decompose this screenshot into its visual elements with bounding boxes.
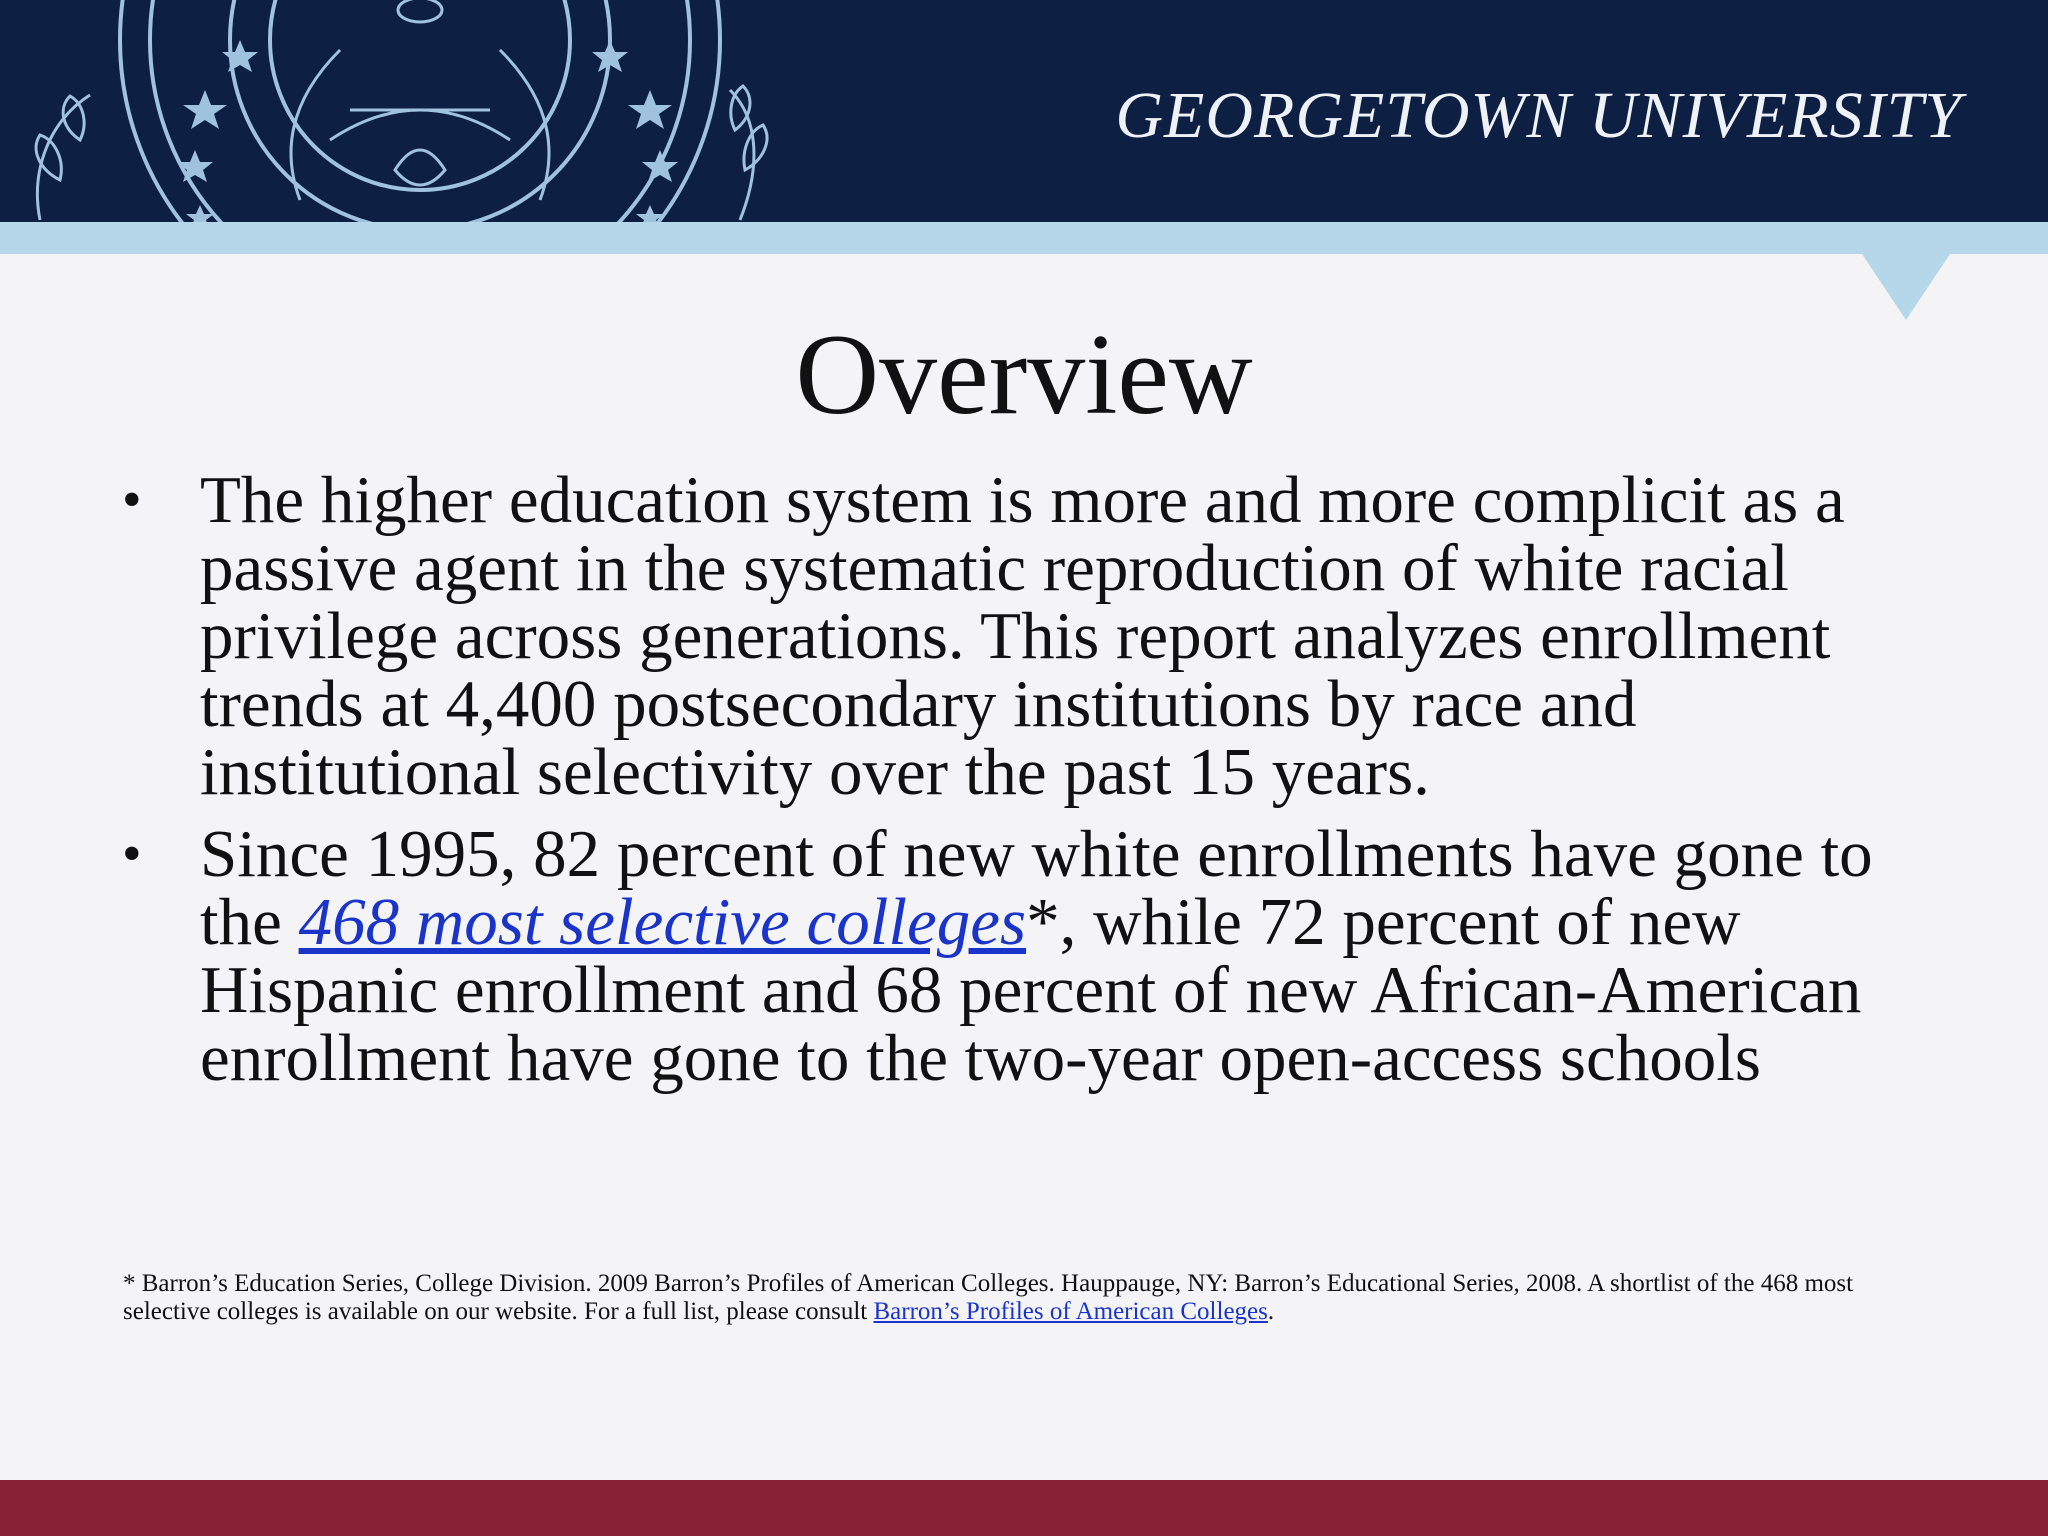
bullet-item — [122, 463, 1932, 809]
slide-title: Overview — [795, 311, 1253, 439]
bullet-marker: • — [122, 469, 142, 531]
bullet-text: The higher education system is more and more complicit as a passive agent in the systematic reproduction of white racial privilege across generations. This report analyzes enrollment trends at 4,400 postsecondary institutions by race and institutional selectivity over the past 15 years. — [200, 463, 1845, 809]
header-accent-stripe — [0, 222, 2048, 254]
georgetown-seal-icon — [0, 0, 840, 222]
slide-footer-bar — [0, 1480, 2048, 1536]
bullet-list — [122, 463, 1932, 1106]
footnote — [123, 1270, 1933, 1326]
footnote-end: . — [1267, 1298, 1275, 1325]
slide-header — [0, 0, 2048, 222]
selective-colleges-link[interactable]: 468 most selective colleges — [298, 885, 1027, 959]
barrons-profiles-link[interactable]: Barron’s Profiles of American Colleges — [873, 1298, 1268, 1325]
footnote-text: * Barron’s Education Series, College Division. 2009 Barron’s Profiles of American Colleges. Hauppauge, NY: Barron’s Educational Series, 2008. A shortlist of the 468 most selective colleges is available on our website. For a full list, please consult — [123, 1270, 1854, 1325]
university-wordmark: GEORGETOWN UNIVERSITY — [1115, 79, 1962, 152]
bullet-text-after-link: *, while 72 percent of new Hispanic enrollment and 68 percent of new African-American enrollment have gone to the two-year open-access schools — [200, 885, 1862, 1095]
bullet-item — [122, 817, 1932, 1095]
bullet-text-before-link: Since 1995, 82 percent of new white enrollments have gone to the — [200, 817, 1873, 959]
bullet-marker: • — [122, 823, 142, 885]
